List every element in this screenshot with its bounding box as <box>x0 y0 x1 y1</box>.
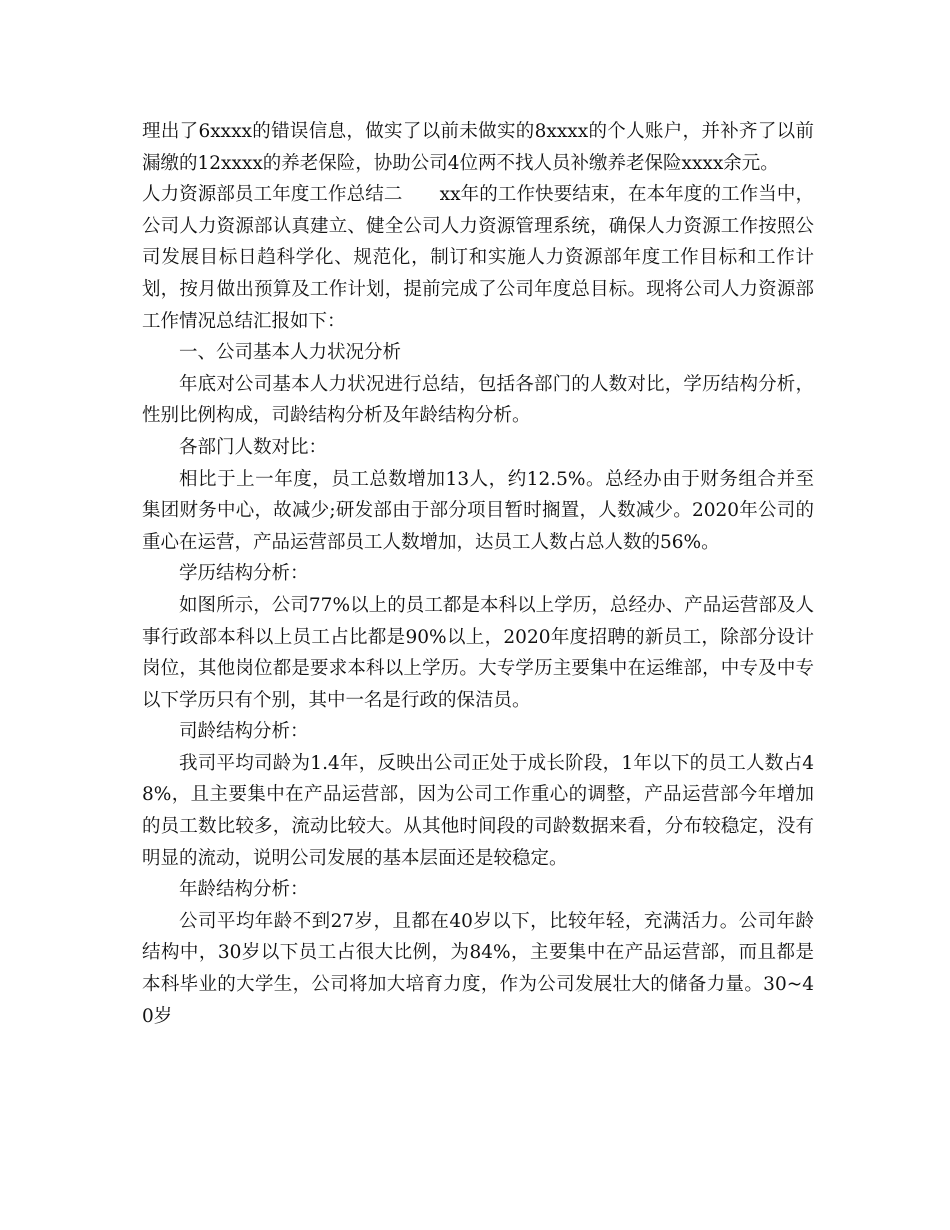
subheading-department-headcount: 各部门人数对比： <box>179 436 328 458</box>
document-body <box>142 116 814 1032</box>
subheading-education-structure: 学历结构分析： <box>179 563 309 585</box>
subheading-age-structure: 年龄结构分析： <box>179 879 309 901</box>
paragraph-staffing-overview: 年底对公司基本人力状况进行总结，包括各部门的人数对比，学历结构分析，性别比例构成，司龄结构分析及年龄结构分析。 <box>142 373 814 427</box>
paragraph-department-headcount: 相比于上一年度，员工总数增加13人，约12.5%。总经办由于财务组合并至集团财务中心，故减少;研发部由于部分项目暂时搁置，人数减少。2020年公司的重心在运营，产品运营部员工人数增加，达员工人数占总人数的56%。 <box>142 468 814 553</box>
paragraph-tenure-structure: 我司平均司龄为1.4年，反映出公司正处于成长阶段，1年以下的员工人数占48%，且主要集中在产品运营部，因为公司工作重心的调整，产品运营部今年增加的员工数比较多，流动比较大。从其他时间段的司龄数据来看，分布较稳定，没有明显的流动，说明公司发展的基本层面还是较稳定。 <box>142 752 814 869</box>
section-heading-staffing-analysis: 一、公司基本人力状况分析 <box>179 342 402 364</box>
paragraph-age-structure: 公司平均年龄不到27岁，且都在40岁以下，比较年轻，充满活力。公司年龄结构中，30岁以下员工占很大比例，为84%，主要集中在产品运营部，而且都是本科毕业的大学生，公司将加大培育力度，作为公司发展壮大的储备力量。30~40岁 <box>142 910 814 1027</box>
paragraph-summary-intro: 人力资源部员工年度工作总结二 xx年的工作快要结束，在本年度的工作当中，公司人力资源部认真建立、健全公司人力资源管理系统，确保人力资源工作按照公司发展目标日趋科学化、规范化，制订和实施人力资源部年度工作目标和工作计划，按月做出预算及工作计划，提前完成了公司年度总目标。现将公司人力资源部工作情况总结汇报如下： <box>142 184 814 332</box>
paragraph-pension-cleanup: 理出了6xxxx的错误信息，做实了以前未做实的8xxxx的个人账户，并补齐了以前漏缴的12xxxx的养老保险，协助公司4位两不找人员补缴养老保险xxxx余元。 <box>142 121 814 174</box>
paragraph-education-structure: 如图所示，公司77%以上的员工都是本科以上学历，总经办、产品运营部及人事行政部本科以上员工占比都是90%以上，2020年度招聘的新员工，除部分设计岗位，其他岗位都是要求本科以上学历。大专学历主要集中在运维部，中专及中专以下学历只有个别，其中一名是行政的保洁员。 <box>142 594 814 711</box>
subheading-tenure-structure: 司龄结构分析： <box>179 721 309 743</box>
